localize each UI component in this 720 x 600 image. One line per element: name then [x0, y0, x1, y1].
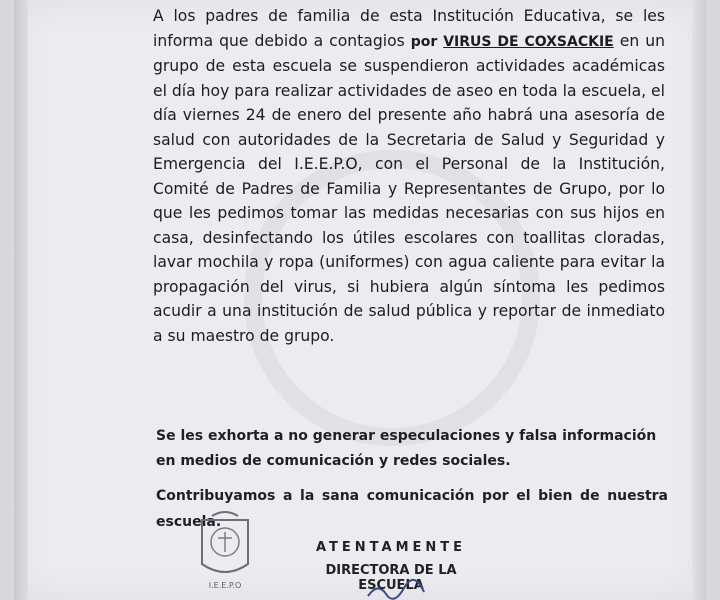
page-edge-left [14, 0, 28, 600]
document-page [14, 0, 706, 600]
closing-paragraph: Contribuyamos a la sana comunicación por el bien de nuestra escuela. [156, 488, 668, 530]
exhortation-paragraph: Se les exhorta a no generar especulaciones y falsa información en medios de comunicación y redes sociales. [156, 428, 657, 469]
salutation: ATENTAMENTE [315, 540, 467, 555]
school-seal-stamp [190, 508, 260, 600]
seal-text: I.E.E.P.O [208, 581, 242, 590]
virus-prefix: por [410, 33, 444, 50]
page-edge-right [692, 0, 706, 600]
notice-paragraph [125, 4, 665, 348]
intro-suffix: en un grupo de esta escuela se suspendieron actividades académicas el día hoy para realizar actividades de aseo en toda la escuela, el día viernes 24 de enero del presente año habrá una asesoría de salud con autoridades de la Secretaria de Salud y Seguridad y Emergencia del I.E.E.P.O, con el Personal de la Institución, Comité de Padres de Familia y Representantes de Grupo, por lo que les pedimos tomar las medidas necesarias con sus hijos en casa, desinfectando los útiles escolares con toallitas cloradas, lavar mochila y ropa (uniformes) con agua caliente para evitar la propagación del virus, si hubiera algún síntoma les pedimos acudir a una institución de salud pública y reportar de inmediato a su maestro de grupo. [153, 31, 665, 345]
virus-name: VIRUS DE COXSACKIE [443, 33, 614, 50]
intro-prefix: A los padres de familia de esta Institución Educativa, se les informa que debido a contagios [153, 7, 665, 50]
handwritten-signature [364, 578, 434, 600]
signature-title: DIRECTORA DE LA ESCUELA [325, 563, 457, 593]
